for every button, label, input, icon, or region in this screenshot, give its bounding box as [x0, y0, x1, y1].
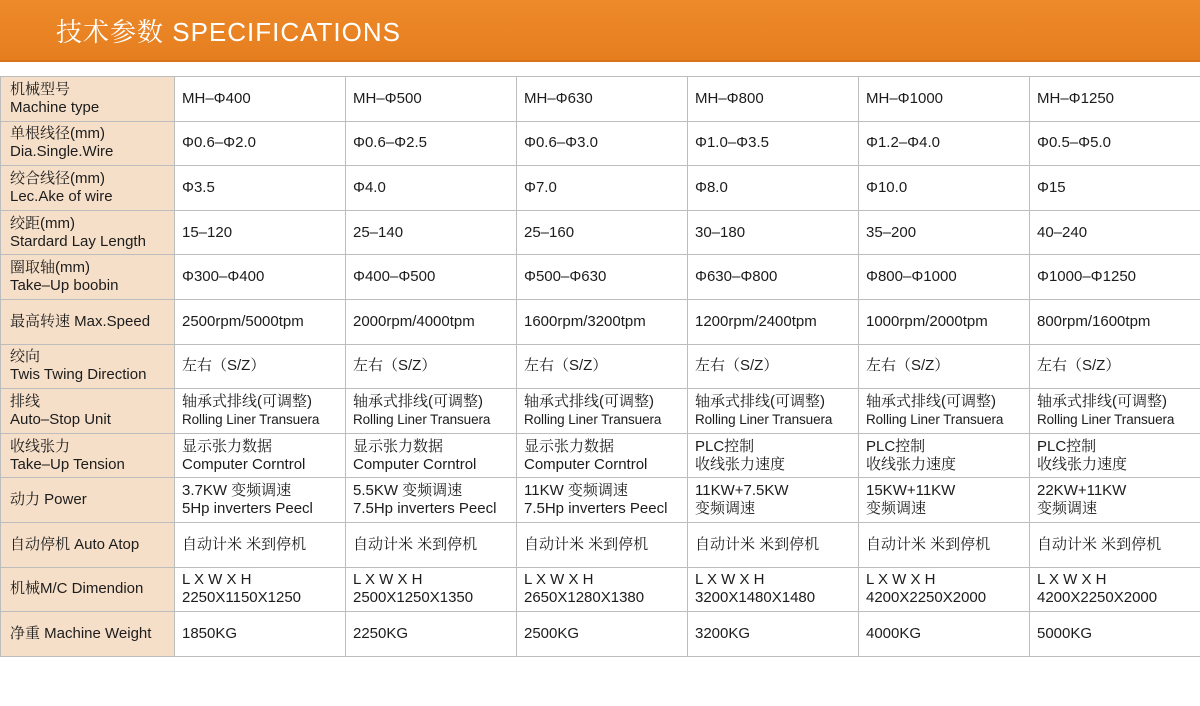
spec-cell-line: 40–240 [1037, 223, 1088, 241]
spec-cell-line: MH–Φ800 [695, 89, 764, 107]
spec-cell-line: Φ1000–Φ1250 [1037, 268, 1137, 286]
spec-cell-line: 变频调速 [1037, 500, 1098, 518]
specifications-table [0, 76, 1200, 657]
row-label [1, 166, 175, 211]
spec-cell [1030, 567, 1200, 612]
spec-cell [688, 77, 859, 122]
spec-cell-line: 2250KG [353, 624, 409, 642]
row-label-line: 绞合线径(mm) [10, 169, 105, 187]
spec-cell [1030, 522, 1200, 567]
spec-cell-line: 2500X1250X1350 [353, 589, 474, 607]
spec-cell [517, 344, 688, 389]
row-label [1, 77, 175, 122]
spec-cell-line: Rolling Liner Transuera [353, 411, 491, 427]
spec-cell-line: L X W X H [695, 571, 765, 589]
spec-cell-line: 11KW 变频调速 [524, 482, 628, 500]
spec-cell-line: PLC控制 [866, 437, 926, 455]
spec-cell [859, 166, 1030, 211]
spec-cell [346, 478, 517, 523]
spec-cell-line: 轴承式排线(可调整) [1037, 392, 1167, 410]
row-label [1, 567, 175, 612]
table-row [1, 77, 1200, 122]
row-label-line: Dia.Single.Wire [10, 143, 114, 161]
spec-cell [517, 522, 688, 567]
spec-cell-line: 轴承式排线(可调整) [524, 392, 654, 410]
row-label [1, 121, 175, 166]
spec-cell-line: 变频调速 [695, 500, 756, 518]
spec-cell-line: 轴承式排线(可调整) [695, 392, 825, 410]
spec-cell-line: 22KW+11KW [1037, 482, 1127, 500]
spec-cell-line: 3200X1480X1480 [695, 589, 816, 607]
spec-cell-line: Φ800–Φ1000 [866, 268, 957, 286]
row-label-line: 收线张力 [10, 437, 71, 455]
spec-cell [346, 389, 517, 434]
page-header [0, 0, 1200, 62]
table-row [1, 522, 1200, 567]
spec-cell-line: 15–120 [182, 223, 233, 241]
spec-cell-line: 显示张力数据 [524, 437, 615, 455]
spec-cell [1030, 344, 1200, 389]
spec-cell [1030, 255, 1200, 300]
row-label-line: 机械型号 [10, 80, 71, 98]
spec-cell [517, 478, 688, 523]
spec-cell-line: 变频调速 [866, 500, 927, 518]
spec-cell-line: 7.5Hp inverters Peecl [353, 500, 497, 518]
spec-cell [175, 166, 346, 211]
row-label-line: 机械M/C Dimendion [10, 580, 144, 598]
spec-cell-line: Φ0.6–Φ2.5 [353, 134, 427, 152]
spec-cell-line: MH–Φ1000 [866, 89, 944, 107]
spec-cell-line: 25–160 [524, 223, 575, 241]
spec-cell [346, 612, 517, 657]
spec-cell-line: Φ1.0–Φ3.5 [695, 134, 769, 152]
spec-cell-line: 2000rpm/4000tpm [353, 312, 475, 330]
spec-cell-line: L X W X H [524, 571, 594, 589]
spec-cell [859, 522, 1030, 567]
spec-cell-line: 轴承式排线(可调整) [353, 392, 483, 410]
spec-cell-line: 15KW+11KW [866, 482, 956, 500]
spec-cell-line: PLC控制 [1037, 437, 1097, 455]
spec-cell [859, 121, 1030, 166]
spec-cell-line: 25–140 [353, 223, 404, 241]
spec-cell-line: Φ0.6–Φ2.0 [182, 134, 256, 152]
spec-cell-line: 5000KG [1037, 624, 1093, 642]
spec-cell-line: 自动计米 米到停机 [353, 535, 478, 553]
spec-cell [175, 299, 346, 344]
spec-cell [346, 433, 517, 478]
table-row [1, 299, 1200, 344]
spec-cell-line: Φ1.2–Φ4.0 [866, 134, 940, 152]
spec-cell [1030, 389, 1200, 434]
spec-cell-line: L X W X H [182, 571, 252, 589]
spec-cell [346, 166, 517, 211]
spec-cell [175, 255, 346, 300]
row-label-line: Stardard Lay Length [10, 232, 146, 250]
row-label-line: Take–Up Tension [10, 455, 125, 473]
spec-cell-line: 3200KG [695, 624, 751, 642]
row-label [1, 210, 175, 255]
spec-cell-line: 800rpm/1600tpm [1037, 312, 1151, 330]
table-row [1, 255, 1200, 300]
spec-cell [346, 299, 517, 344]
spec-cell-line: 1000rpm/2000tpm [866, 312, 988, 330]
spec-cell-line: Rolling Liner Transuera [182, 411, 320, 427]
spec-cell-line: 轴承式排线(可调整) [182, 392, 312, 410]
spec-cell-line: 4200X2250X2000 [1037, 589, 1158, 607]
spec-cell-line: Computer Corntrol [353, 455, 477, 473]
spec-cell-line: Φ500–Φ630 [524, 268, 607, 286]
row-label-line: Take–Up boobin [10, 277, 119, 295]
spec-cell-line: Φ3.5 [182, 178, 215, 196]
spec-cell [688, 166, 859, 211]
spec-cell [175, 389, 346, 434]
spec-cell-line: 1600rpm/3200tpm [524, 312, 646, 330]
page-title: 技术参数 SPECIFICATIONS [56, 17, 401, 47]
row-label [1, 389, 175, 434]
spec-cell-line: MH–Φ500 [353, 89, 422, 107]
spec-cell-line: Φ8.0 [695, 178, 728, 196]
spec-cell [346, 121, 517, 166]
table-row [1, 210, 1200, 255]
spec-cell [175, 567, 346, 612]
spec-cell [859, 255, 1030, 300]
row-label [1, 478, 175, 523]
spec-cell-line: 4200X2250X2000 [866, 589, 987, 607]
spec-cell-line: 4000KG [866, 624, 922, 642]
spec-cell [175, 522, 346, 567]
spec-cell-line: MH–Φ1250 [1037, 89, 1115, 107]
spec-cell-line: 7.5Hp inverters Peecl [524, 500, 668, 518]
spec-cell [859, 344, 1030, 389]
row-label-line: 净重 Machine Weight [10, 624, 152, 642]
spec-cell-line: Φ630–Φ800 [695, 268, 778, 286]
spec-cell [346, 522, 517, 567]
spec-cell [688, 612, 859, 657]
table-row [1, 121, 1200, 166]
spec-cell [859, 77, 1030, 122]
spec-cell [859, 210, 1030, 255]
spec-cell [517, 299, 688, 344]
spec-cell [688, 299, 859, 344]
row-label [1, 344, 175, 389]
spec-cell [175, 77, 346, 122]
spec-cell [175, 478, 346, 523]
spec-cell [175, 121, 346, 166]
row-label-line: 自动停机 Auto Atop [10, 535, 140, 553]
spec-cell [688, 567, 859, 612]
spec-cell [688, 344, 859, 389]
spec-cell [1030, 77, 1200, 122]
spec-cell-line: 自动计米 米到停机 [1037, 535, 1162, 553]
spec-cell-line: 2500rpm/5000tpm [182, 312, 304, 330]
spec-cell-line: 2500KG [524, 624, 580, 642]
spec-cell-line: 自动计米 米到停机 [524, 535, 649, 553]
spec-cell [1030, 299, 1200, 344]
spec-cell [517, 77, 688, 122]
spec-cell-line: 自动计米 米到停机 [695, 535, 820, 553]
spec-cell-line: Φ0.5–Φ5.0 [1037, 134, 1111, 152]
spec-cell-line: 2250X1150X1250 [182, 589, 302, 607]
spec-cell-line: Computer Corntrol [524, 455, 648, 473]
spec-cell-line: Rolling Liner Transuera [1037, 411, 1175, 427]
spec-cell [517, 433, 688, 478]
specifications-table-body [1, 77, 1200, 657]
spec-cell-line: 3.7KW 变频调速 [182, 482, 292, 500]
spec-cell [175, 612, 346, 657]
row-label-line: 最高转速 Max.Speed [10, 312, 151, 330]
spec-cell-line: L X W X H [866, 571, 936, 589]
spec-cell [859, 433, 1030, 478]
spec-cell [859, 567, 1030, 612]
spec-cell-line: 左右（S/Z） [866, 357, 950, 375]
spec-cell-line: Φ300–Φ400 [182, 268, 265, 286]
spec-cell-line: 1200rpm/2400tpm [695, 312, 817, 330]
row-label-line: 绞距(mm) [10, 214, 75, 232]
table-row [1, 344, 1200, 389]
spec-cell [175, 210, 346, 255]
row-label [1, 522, 175, 567]
row-label-line: Auto–Stop Unit [10, 410, 111, 428]
spec-cell-line: 显示张力数据 [182, 437, 273, 455]
spec-cell-line: 左右（S/Z） [182, 357, 266, 375]
spec-cell [175, 433, 346, 478]
spec-cell-line: Φ400–Φ500 [353, 268, 436, 286]
spec-cell [859, 389, 1030, 434]
spec-cell [859, 478, 1030, 523]
row-label-line: Twis Twing Direction [10, 366, 147, 384]
spec-cell [346, 77, 517, 122]
spec-cell-line: Φ4.0 [353, 178, 386, 196]
spec-cell-line: 30–180 [695, 223, 746, 241]
spec-cell [517, 612, 688, 657]
spec-cell-line: 显示张力数据 [353, 437, 444, 455]
spec-cell [517, 210, 688, 255]
spec-cell-line: Φ7.0 [524, 178, 557, 196]
spec-cell [346, 344, 517, 389]
spec-cell [688, 478, 859, 523]
row-label-line: Machine type [10, 98, 100, 116]
spec-cell-line: 2650X1280X1380 [524, 589, 645, 607]
spec-cell-line: L X W X H [353, 571, 423, 589]
spec-cell-line: Computer Corntrol [182, 455, 306, 473]
spec-cell [517, 121, 688, 166]
spec-cell [517, 389, 688, 434]
spec-cell-line: PLC控制 [695, 437, 755, 455]
spec-cell-line: 轴承式排线(可调整) [866, 392, 996, 410]
table-row [1, 389, 1200, 434]
table-row [1, 166, 1200, 211]
spec-cell [517, 567, 688, 612]
table-row [1, 567, 1200, 612]
spec-cell-line: 1850KG [182, 624, 238, 642]
row-label [1, 299, 175, 344]
spec-cell-line: 左右（S/Z） [524, 357, 608, 375]
spec-cell [346, 567, 517, 612]
spec-cell-line: Φ10.0 [866, 178, 908, 196]
row-label-line: 单根线径(mm) [10, 125, 105, 143]
spec-cell-line: 11KW+7.5KW [695, 482, 789, 500]
spec-cell [688, 433, 859, 478]
spec-cell-line: Φ15 [1037, 178, 1066, 196]
row-label [1, 433, 175, 478]
spec-cell [517, 255, 688, 300]
spec-cell [346, 255, 517, 300]
table-row [1, 433, 1200, 478]
spec-cell [688, 210, 859, 255]
spec-cell-line: 35–200 [866, 223, 917, 241]
spec-cell [688, 255, 859, 300]
spec-cell [1030, 210, 1200, 255]
spec-cell [1030, 121, 1200, 166]
spec-cell-line: 收线张力速度 [1037, 455, 1128, 473]
spec-cell [688, 389, 859, 434]
row-label-line: 排线 [10, 392, 41, 410]
spec-cell [688, 522, 859, 567]
spec-cell-line: 5.5KW 变频调速 [353, 482, 463, 500]
spec-cell-line: 自动计米 米到停机 [866, 535, 991, 553]
spec-cell [1030, 166, 1200, 211]
spec-cell [517, 166, 688, 211]
spec-cell [859, 299, 1030, 344]
spec-cell-line: 收线张力速度 [695, 455, 786, 473]
spec-cell [1030, 478, 1200, 523]
row-label-line: 圈取轴(mm) [10, 259, 90, 277]
spec-cell [1030, 612, 1200, 657]
row-label-line: 绞向 [10, 348, 41, 366]
spec-cell-line: Φ0.6–Φ3.0 [524, 134, 598, 152]
spec-cell [688, 121, 859, 166]
spec-cell [175, 344, 346, 389]
spec-cell-line: Rolling Liner Transuera [695, 411, 833, 427]
spec-cell-line: Rolling Liner Transuera [524, 411, 662, 427]
spec-cell-line: 5Hp inverters Peecl [182, 500, 313, 518]
spec-cell-line: 自动计米 米到停机 [182, 535, 307, 553]
spec-cell-line: 左右（S/Z） [1037, 357, 1121, 375]
spec-cell-line: 左右（S/Z） [353, 357, 437, 375]
spec-cell [346, 210, 517, 255]
spec-cell-line: 收线张力速度 [866, 455, 957, 473]
spec-cell-line: MH–Φ400 [182, 89, 251, 107]
row-label [1, 255, 175, 300]
table-row [1, 478, 1200, 523]
spec-cell [1030, 433, 1200, 478]
spec-cell [859, 612, 1030, 657]
spec-cell-line: 左右（S/Z） [695, 357, 779, 375]
spec-cell-line: MH–Φ630 [524, 89, 593, 107]
row-label-line: Lec.Ake of wire [10, 187, 113, 205]
table-row [1, 612, 1200, 657]
spec-cell-line: Rolling Liner Transuera [866, 411, 1004, 427]
row-label [1, 612, 175, 657]
spec-cell-line: L X W X H [1037, 571, 1107, 589]
row-label-line: 动力 Power [10, 491, 87, 509]
